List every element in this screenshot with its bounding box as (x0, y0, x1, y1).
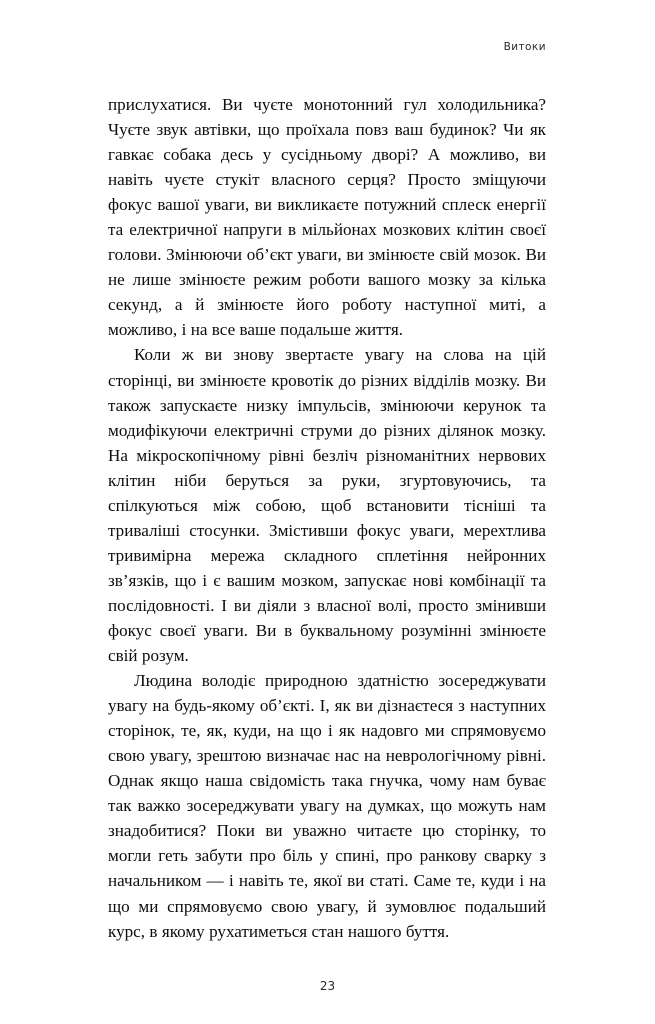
paragraph-3: Людина володіє природною здатністю зосереджувати увагу на будь-якому об’єкті. І, як ви дізнаєтеся з наступних сторінок, те, як, куди, на що і як надовго ми спрямовуємо свою увагу, зрештою визначає нас на неврологічному рівні. Однак якщо наша свідомість така гнучка, чому нам буває так важко зосереджувати увагу на думках, що можуть нам знадобитися? Поки ви уважно читаєте цю сторінку, то могли геть забути про біль у спині, про ранкову сварку з начальником — і навіть те, якої ви статі. Саме те, куди і на що ми спрямовуємо свою увагу, й зумовлює подальший курс, в якому рухатиметься стан нашого буття. (108, 671, 546, 941)
paragraph-1: прислухатися. Ви чуєте монотонний гул холодильника? Чуєте звук автівки, що проїхала повз ваш будинок? Чи як гавкає собака десь у сусідньому дворі? А можливо, ви навіть чуєте стукіт власного серця? Просто зміщуючи фокус вашої уваги, ви викликаєте потужний сплеск енергії та електричної напруги в мільйонах мозкових клітин своєї голови. Змінюючи об’єкт уваги, ви змінюєте свій мозок. Ви не лише змінюєте режим роботи вашого мозку за кілька секунд, а й змінюєте його роботу наступної миті, а можливо, і на все ваше подальше життя. (108, 95, 546, 340)
page-number: 23 (319, 979, 336, 993)
body-text-block (108, 92, 546, 944)
paragraph-2: Коли ж ви знову звертаєте увагу на слова на цій сторінці, ви змінюєте кровотік до різних відділів мозку. Ви також запускаєте низку імпульсів, змінюючи керунок та модифікуючи електричні струми до різних ділянок мозку. На мікроскопічному рівні безліч різноманітних нервових клітин ніби беруться за руки, згуртовуючись, та спілкуються між собою, щоб встановити тісніші та триваліші стосунки. Змістивши фокус уваги, мерехтлива тривимірна мережа складного сплетіння нейронних зв’язків, що і є вашим мозком, запускає нові комбінації та послідовності. І ви діяли з власної волі, просто змінивши фокус своєї уваги. Ви в буквальному розумінні змінюєте свій розум. (108, 345, 546, 666)
running-head: Витоки (503, 41, 546, 53)
